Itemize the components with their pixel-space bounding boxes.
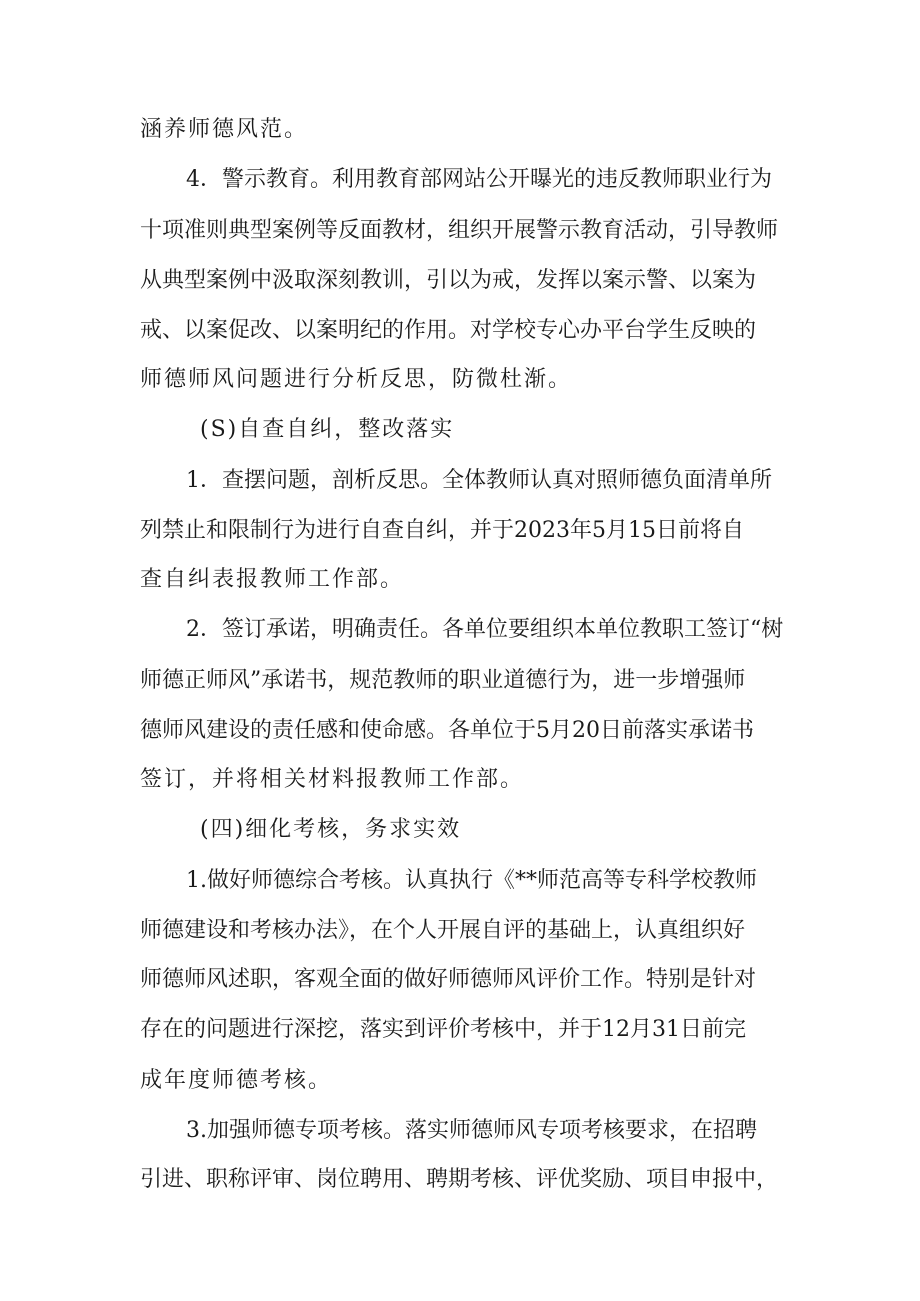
text-line: 1．查摆问题，剖析反思。全体教师认真对照师德负面清单所 — [186, 468, 772, 493]
text-line: 列禁止和限制行为进行自查自纠，并于2023年5月15日前将自 — [140, 518, 744, 543]
text-line: 师德正师风”承诺书，规范教师的职业道德行为，进一步增强师 — [140, 668, 746, 693]
text-line: 师德师风述职，客观全面的做好师德师风评价工作。特别是针对 — [140, 967, 757, 992]
text-line: 存在的问题进行深挖，落实到评价考核中，并于12月31日前完 — [140, 1017, 746, 1042]
text-line: 签订，并将相关材料报教师工作部。 — [140, 767, 525, 792]
text-line: 戒、以案促改、以案明纪的作用。对学校专心办平台学生反映的 — [140, 318, 757, 343]
text-line: 引进、职称评审、岗位聘用、聘期考核、评优奖励、项目申报中， — [140, 1167, 779, 1192]
text-line: 查自纠表报教师工作部。 — [140, 567, 405, 592]
section-heading: (S)自查自纠，整改落实 — [200, 417, 455, 442]
text-line: 德师风建设的责任感和使命感。各单位于5月20日前落实承诺书 — [140, 718, 754, 743]
text-line: 1.做好师德综合考核。认真执行《**师范高等专科学校教师 — [186, 868, 757, 893]
text-line: 成年度师德考核。 — [140, 1068, 333, 1093]
text-line: 师德建设和考核办法》，在个人开展自评的基础上，认真组织好 — [140, 918, 746, 943]
text-line: 从典型案例中汲取深刻教训，引以为戒，发挥以案示警、以案为 — [140, 268, 757, 293]
text-line: 3.加强师德专项考核。落实师德师风专项考核要求，在招聘 — [186, 1118, 757, 1143]
text-line: 师德师风问题进行分析反思，防微杜渐。 — [140, 367, 573, 392]
text-line: 涵养师德风范。 — [140, 117, 309, 142]
text-line: 十项准则典型案例等反面教材，组织开展警示教育活动，引导教师 — [140, 218, 779, 243]
text-line: 2．签订承诺，明确责任。各单位要组织本单位教职工签订“树 — [186, 617, 784, 642]
text-line: 4．警示教育。利用教育部网站公开曝光的违反教师职业行为 — [186, 167, 772, 192]
section-heading: (四)细化考核，务求实效 — [200, 817, 462, 842]
